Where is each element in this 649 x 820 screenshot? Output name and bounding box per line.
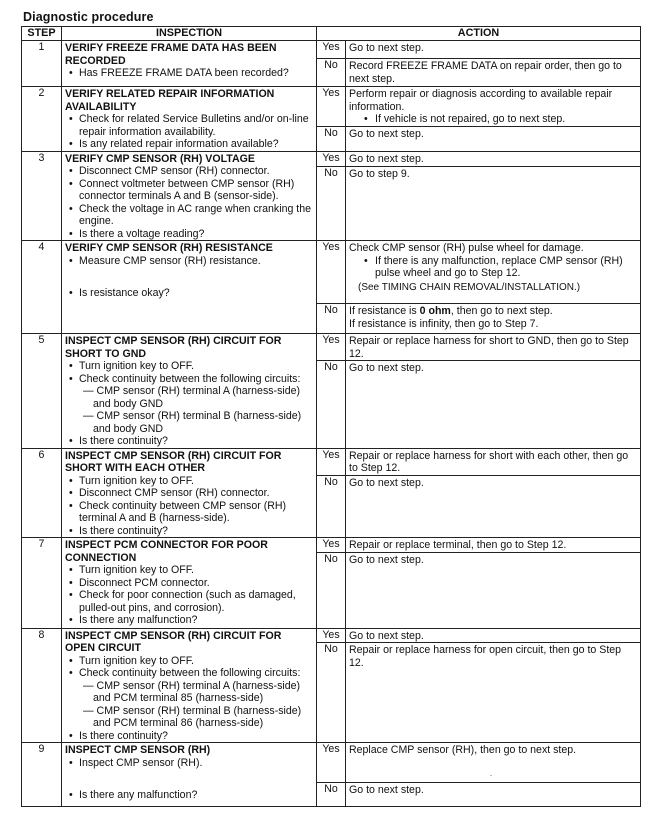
no-label: No xyxy=(317,552,346,628)
action-yes xyxy=(346,241,641,304)
action-yes xyxy=(346,743,641,783)
inspection-item: • Check continuity between CMP sensor (RH) terminal A and B (harness-side). xyxy=(65,500,313,525)
inspection-item: • Turn ignition key to OFF. xyxy=(65,655,313,668)
action-text: Go to step 9. xyxy=(349,167,410,180)
inspection-list xyxy=(65,360,313,448)
inspection-cell xyxy=(62,448,317,538)
inspection-item: • Is resistance okay? xyxy=(65,287,313,300)
step-number: 4 xyxy=(22,241,62,334)
action-yes xyxy=(346,151,641,166)
inspection-title: INSPECT CMP SENSOR (RH) CIRCUIT FOR SHORT WITH EACH OTHER xyxy=(65,449,282,474)
inspection-cell xyxy=(62,538,317,629)
inspection-item: • Disconnect CMP sensor (RH) connector. xyxy=(65,165,313,178)
inspection-item: • Inspect CMP sensor (RH). xyxy=(65,757,313,770)
action-notes xyxy=(349,113,637,126)
action-text: Go to next step. xyxy=(349,553,424,566)
action-text: Go to next step. xyxy=(349,629,424,642)
action-no xyxy=(346,127,641,151)
inspection-item: • Is there continuity? xyxy=(65,525,313,538)
yes-label: Yes xyxy=(317,87,346,127)
no-label: No xyxy=(317,59,346,87)
inspection-item: • Check for poor connection (such as damaged, pulled-out pins, and corrosion). xyxy=(65,589,313,614)
table-header-row xyxy=(22,27,641,41)
inspection-title: VERIFY CMP SENSOR (RH) RESISTANCE xyxy=(65,242,273,254)
inspection-cell xyxy=(62,628,317,743)
action-no xyxy=(346,361,641,448)
inspection-subitem: — CMP sensor (RH) terminal B (harness-side) and PCM terminal 86 (harness-side) xyxy=(83,704,302,729)
action-no xyxy=(346,643,641,743)
inspection-subitem: — CMP sensor (RH) terminal A (harness-side) and PCM terminal 85 (harness-side) xyxy=(83,679,301,704)
step-number: 2 xyxy=(22,87,62,152)
inspection-item: • Check the voltage in AC range when cranking the engine. xyxy=(65,203,313,228)
action-text: Go to next step. xyxy=(349,152,424,165)
inspection-list xyxy=(65,564,313,627)
no-label: No xyxy=(317,643,346,743)
yes-label: Yes xyxy=(317,151,346,166)
no-label: No xyxy=(317,166,346,241)
action-text: Go to next step. xyxy=(349,784,424,796)
action-no xyxy=(346,59,641,87)
inspection-item: • Has FREEZE FRAME DATA been recorded? xyxy=(65,67,313,80)
action-note: • If there is any malfunction, replace CMP sensor (RH) pulse wheel and go to Step 12. xyxy=(349,255,637,280)
inspection-list xyxy=(65,113,313,151)
action-text: Record FREEZE FRAME DATA on repair order, then go to next step. xyxy=(349,60,622,85)
no-label: No xyxy=(317,304,346,334)
inspection-title: VERIFY FREEZE FRAME DATA HAS BEEN RECORDED xyxy=(65,42,277,67)
action-text xyxy=(349,304,637,318)
inspection-item: • Connect voltmeter between CMP sensor (RH) connector terminals A and B (sensor-side). xyxy=(65,178,313,203)
step-number: 1 xyxy=(22,41,62,87)
action-yes xyxy=(346,334,641,361)
action-notes xyxy=(349,255,637,280)
table-row xyxy=(22,628,641,643)
action-text: Repair or replace harness for short to GND, then go to Step 12. xyxy=(349,335,629,360)
action-note: • If vehicle is not repaired, go to next step. xyxy=(349,113,637,126)
action-text: Go to next step. xyxy=(349,128,424,141)
yes-label: Yes xyxy=(317,334,346,361)
inspection-title: INSPECT CMP SENSOR (RH) CIRCUIT FOR SHORT TO GND xyxy=(65,335,282,360)
inspection-cell xyxy=(62,743,317,807)
action-no xyxy=(346,304,641,334)
table-row xyxy=(22,41,641,59)
action-reference: (See TIMING CHAIN REMOVAL/INSTALLATION.) xyxy=(358,281,581,293)
action-no xyxy=(346,475,641,537)
inspection-title: INSPECT PCM CONNECTOR FOR POOR CONNECTION xyxy=(65,539,268,564)
inspection-list xyxy=(65,165,313,240)
inspection-cell xyxy=(62,87,317,152)
inspection-item: • Is there continuity? xyxy=(65,730,313,743)
yes-label: Yes xyxy=(317,448,346,475)
inspection-item: • Check continuity between the following circuits: xyxy=(65,667,313,680)
table-row xyxy=(22,87,641,127)
table-row xyxy=(22,241,641,304)
inspection-cell xyxy=(62,151,317,241)
action-text-bold: 0 ohm xyxy=(419,305,451,317)
action-text: Perform repair or diagnosis according to available repair information. xyxy=(349,88,613,113)
inspection-list xyxy=(65,255,313,300)
inspection-list xyxy=(65,475,313,538)
action-text: If resistance is infinity, then go to Step 7. xyxy=(349,317,539,330)
inspection-cell xyxy=(62,334,317,449)
inspection-cell xyxy=(62,41,317,87)
action-text: Repair or replace harness for short with each other, then go to Step 12. xyxy=(349,449,629,474)
action-text: Go to next step. xyxy=(349,362,424,375)
step-number: 9 xyxy=(22,743,62,807)
inspection-list xyxy=(65,67,313,80)
inspection-title: VERIFY RELATED REPAIR INFORMATION AVAILABILITY xyxy=(65,88,275,113)
action-text: Go to next step. xyxy=(349,42,424,54)
no-label: No xyxy=(317,475,346,537)
no-label: No xyxy=(317,783,346,807)
inspection-subitem: — CMP sensor (RH) terminal B (harness-side) and body GND xyxy=(83,410,302,435)
step-number: 6 xyxy=(22,448,62,538)
step-number: 5 xyxy=(22,334,62,449)
yes-label: Yes xyxy=(317,241,346,304)
column-header-action: ACTION xyxy=(317,27,641,41)
step-number: 8 xyxy=(22,628,62,743)
table-row xyxy=(22,334,641,361)
yes-label: Yes xyxy=(317,743,346,783)
no-label: No xyxy=(317,127,346,151)
column-header-step: STEP xyxy=(22,27,62,41)
action-text-post: , then go to next step. xyxy=(450,305,553,317)
inspection-item: • Turn ignition key to OFF. xyxy=(65,475,313,488)
step-number: 3 xyxy=(22,151,62,241)
action-text: Repair or replace terminal, then go to Step 12. xyxy=(349,539,567,551)
inspection-item: • Check continuity between the following circuits: xyxy=(65,373,313,386)
table-row xyxy=(22,743,641,783)
inspection-title: VERIFY CMP SENSOR (RH) VOLTAGE xyxy=(65,152,255,165)
action-yes xyxy=(346,538,641,553)
column-header-inspection: INSPECTION xyxy=(62,27,317,41)
table-row xyxy=(22,538,641,553)
action-text: Go to next step. xyxy=(349,476,424,489)
table-row xyxy=(22,151,641,166)
inspection-subitem: — CMP sensor (RH) terminal A (harness-side) and body GND xyxy=(83,385,301,410)
step-number: 7 xyxy=(22,538,62,629)
action-no xyxy=(346,166,641,241)
inspection-item: • Disconnect CMP sensor (RH) connector. xyxy=(65,487,313,500)
no-label: No xyxy=(317,361,346,448)
action-yes xyxy=(346,448,641,475)
inspection-cell xyxy=(62,241,317,334)
action-no xyxy=(346,783,641,807)
scan-speck xyxy=(490,775,492,776)
inspection-title: INSPECT CMP SENSOR (RH) CIRCUIT FOR OPEN CIRCUIT xyxy=(65,629,282,654)
inspection-list xyxy=(65,655,313,743)
action-yes xyxy=(346,87,641,127)
inspection-item: • Is there continuity? xyxy=(65,435,313,448)
inspection-item: • Turn ignition key to OFF. xyxy=(65,564,313,577)
diagnostic-procedure-table xyxy=(21,26,641,807)
inspection-item: • Disconnect PCM connector. xyxy=(65,577,313,590)
inspection-item: • Is there any malfunction? xyxy=(65,789,313,802)
action-text: Check CMP sensor (RH) pulse wheel for damage. xyxy=(349,242,584,254)
yes-label: Yes xyxy=(317,41,346,59)
action-text: Replace CMP sensor (RH), then go to next step. xyxy=(349,744,577,756)
action-yes xyxy=(346,41,641,59)
yes-label: Yes xyxy=(317,538,346,553)
inspection-item: • Turn ignition key to OFF. xyxy=(65,360,313,373)
action-yes xyxy=(346,628,641,643)
inspection-item: • Is there a voltage reading? xyxy=(65,228,313,241)
document-title: Diagnostic procedure xyxy=(23,10,154,24)
inspection-title: INSPECT CMP SENSOR (RH) xyxy=(65,744,211,756)
action-text-pre: If resistance is xyxy=(349,305,420,317)
yes-label: Yes xyxy=(317,628,346,643)
inspection-item: • Is there any malfunction? xyxy=(65,614,313,627)
inspection-item: • Check for related Service Bulletins and/or on-line repair information availability. xyxy=(65,113,313,138)
action-no xyxy=(346,552,641,628)
inspection-item: • Is any related repair information available? xyxy=(65,138,313,151)
inspection-list xyxy=(65,757,313,802)
inspection-item: • Measure CMP sensor (RH) resistance. xyxy=(65,255,313,268)
table-row xyxy=(22,448,641,475)
action-text: Repair or replace harness for open circuit, then go to Step 12. xyxy=(349,644,622,669)
